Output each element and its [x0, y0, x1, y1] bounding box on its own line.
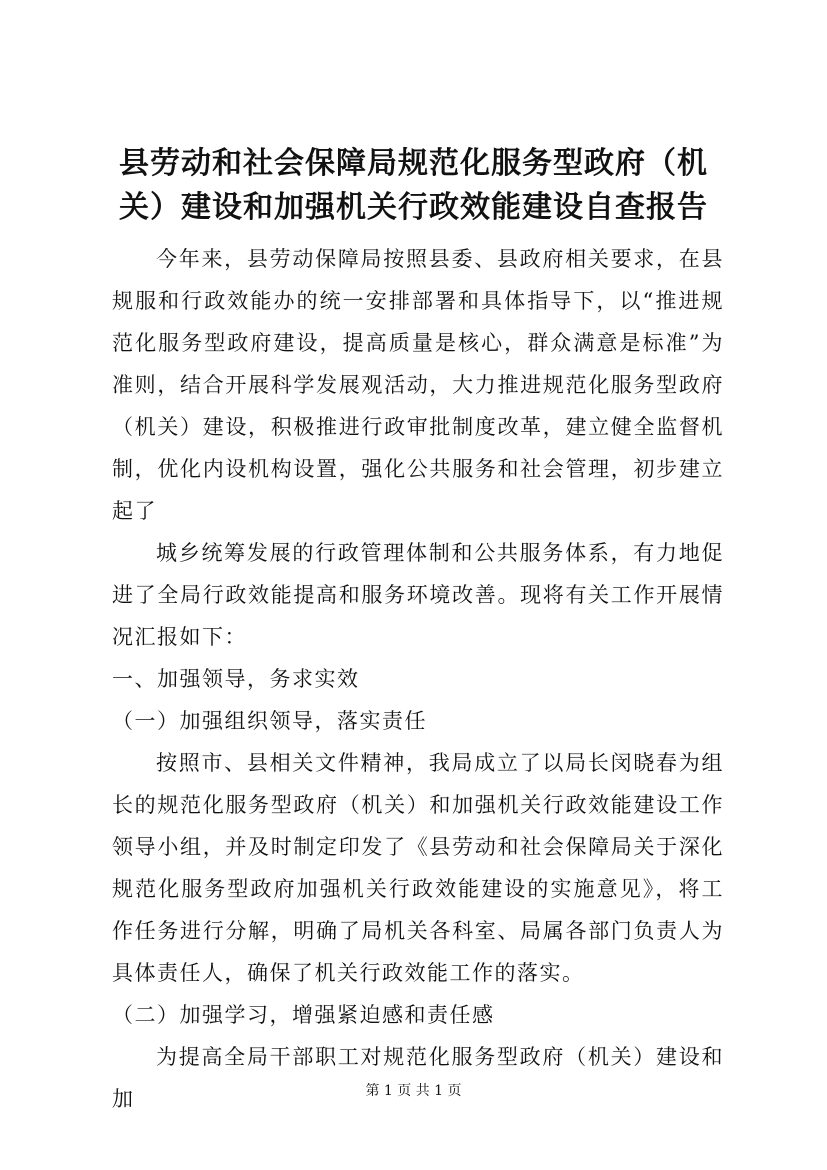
paragraph-summary: 城乡统筹发展的行政管理体制和公共服务体系，有力地促进了全局行政效能提高和服务环境改善。现将有关工作开展情况汇报如下：: [112, 541, 724, 649]
subsection-heading-1-1: （一）加强组织领导，落实责任: [112, 709, 427, 733]
paragraph-organization: 按照市、县相关文件精神，我局成立了以局长闵晓春为组长的规范化服务型政府（机关）和加强机关行政效能建设工作领导小组，并及时制定印发了《县劳动和社会保障局关于深化规范化服务型政府加强机关行政效能建设的实施意见》，将工作任务进行分解，明确了局机关各科室、局属各部门负责人为具体责任人，确保了机关行政效能工作的落实。: [112, 751, 724, 985]
paragraph-study: 为提高全局干部职工对规范化服务型政府（机关）建设和加: [112, 1045, 724, 1111]
page-number-footer: 第 1 页 共 1 页: [365, 1083, 462, 1099]
subsection-heading-1-2: （二）加强学习，增强紧迫感和责任感: [112, 1003, 495, 1027]
paragraph-intro: 今年来，县劳动保障局按照县委、县政府相关要求，在县规服和行政效能办的统一安排部署和具体指导下，以“推进规范化服务型政府建设，提高质量是核心，群众满意是标准”为准则，结合开展科学发展观活动，大力推进规范化服务型政府（机关）建设，积极推进行政审批制度改革，建立健全监督机制，优化内设机构设置，强化公共服务和社会管理，初步建立起了: [112, 247, 724, 523]
document-title: 县劳动和社会保障局规范化服务型政府（机关）建设和加强机关行政效能建设自查报告: [119, 146, 708, 225]
section-heading-1: 一、加强领导，务求实效: [112, 667, 360, 691]
document-body: [112, 238, 724, 1120]
